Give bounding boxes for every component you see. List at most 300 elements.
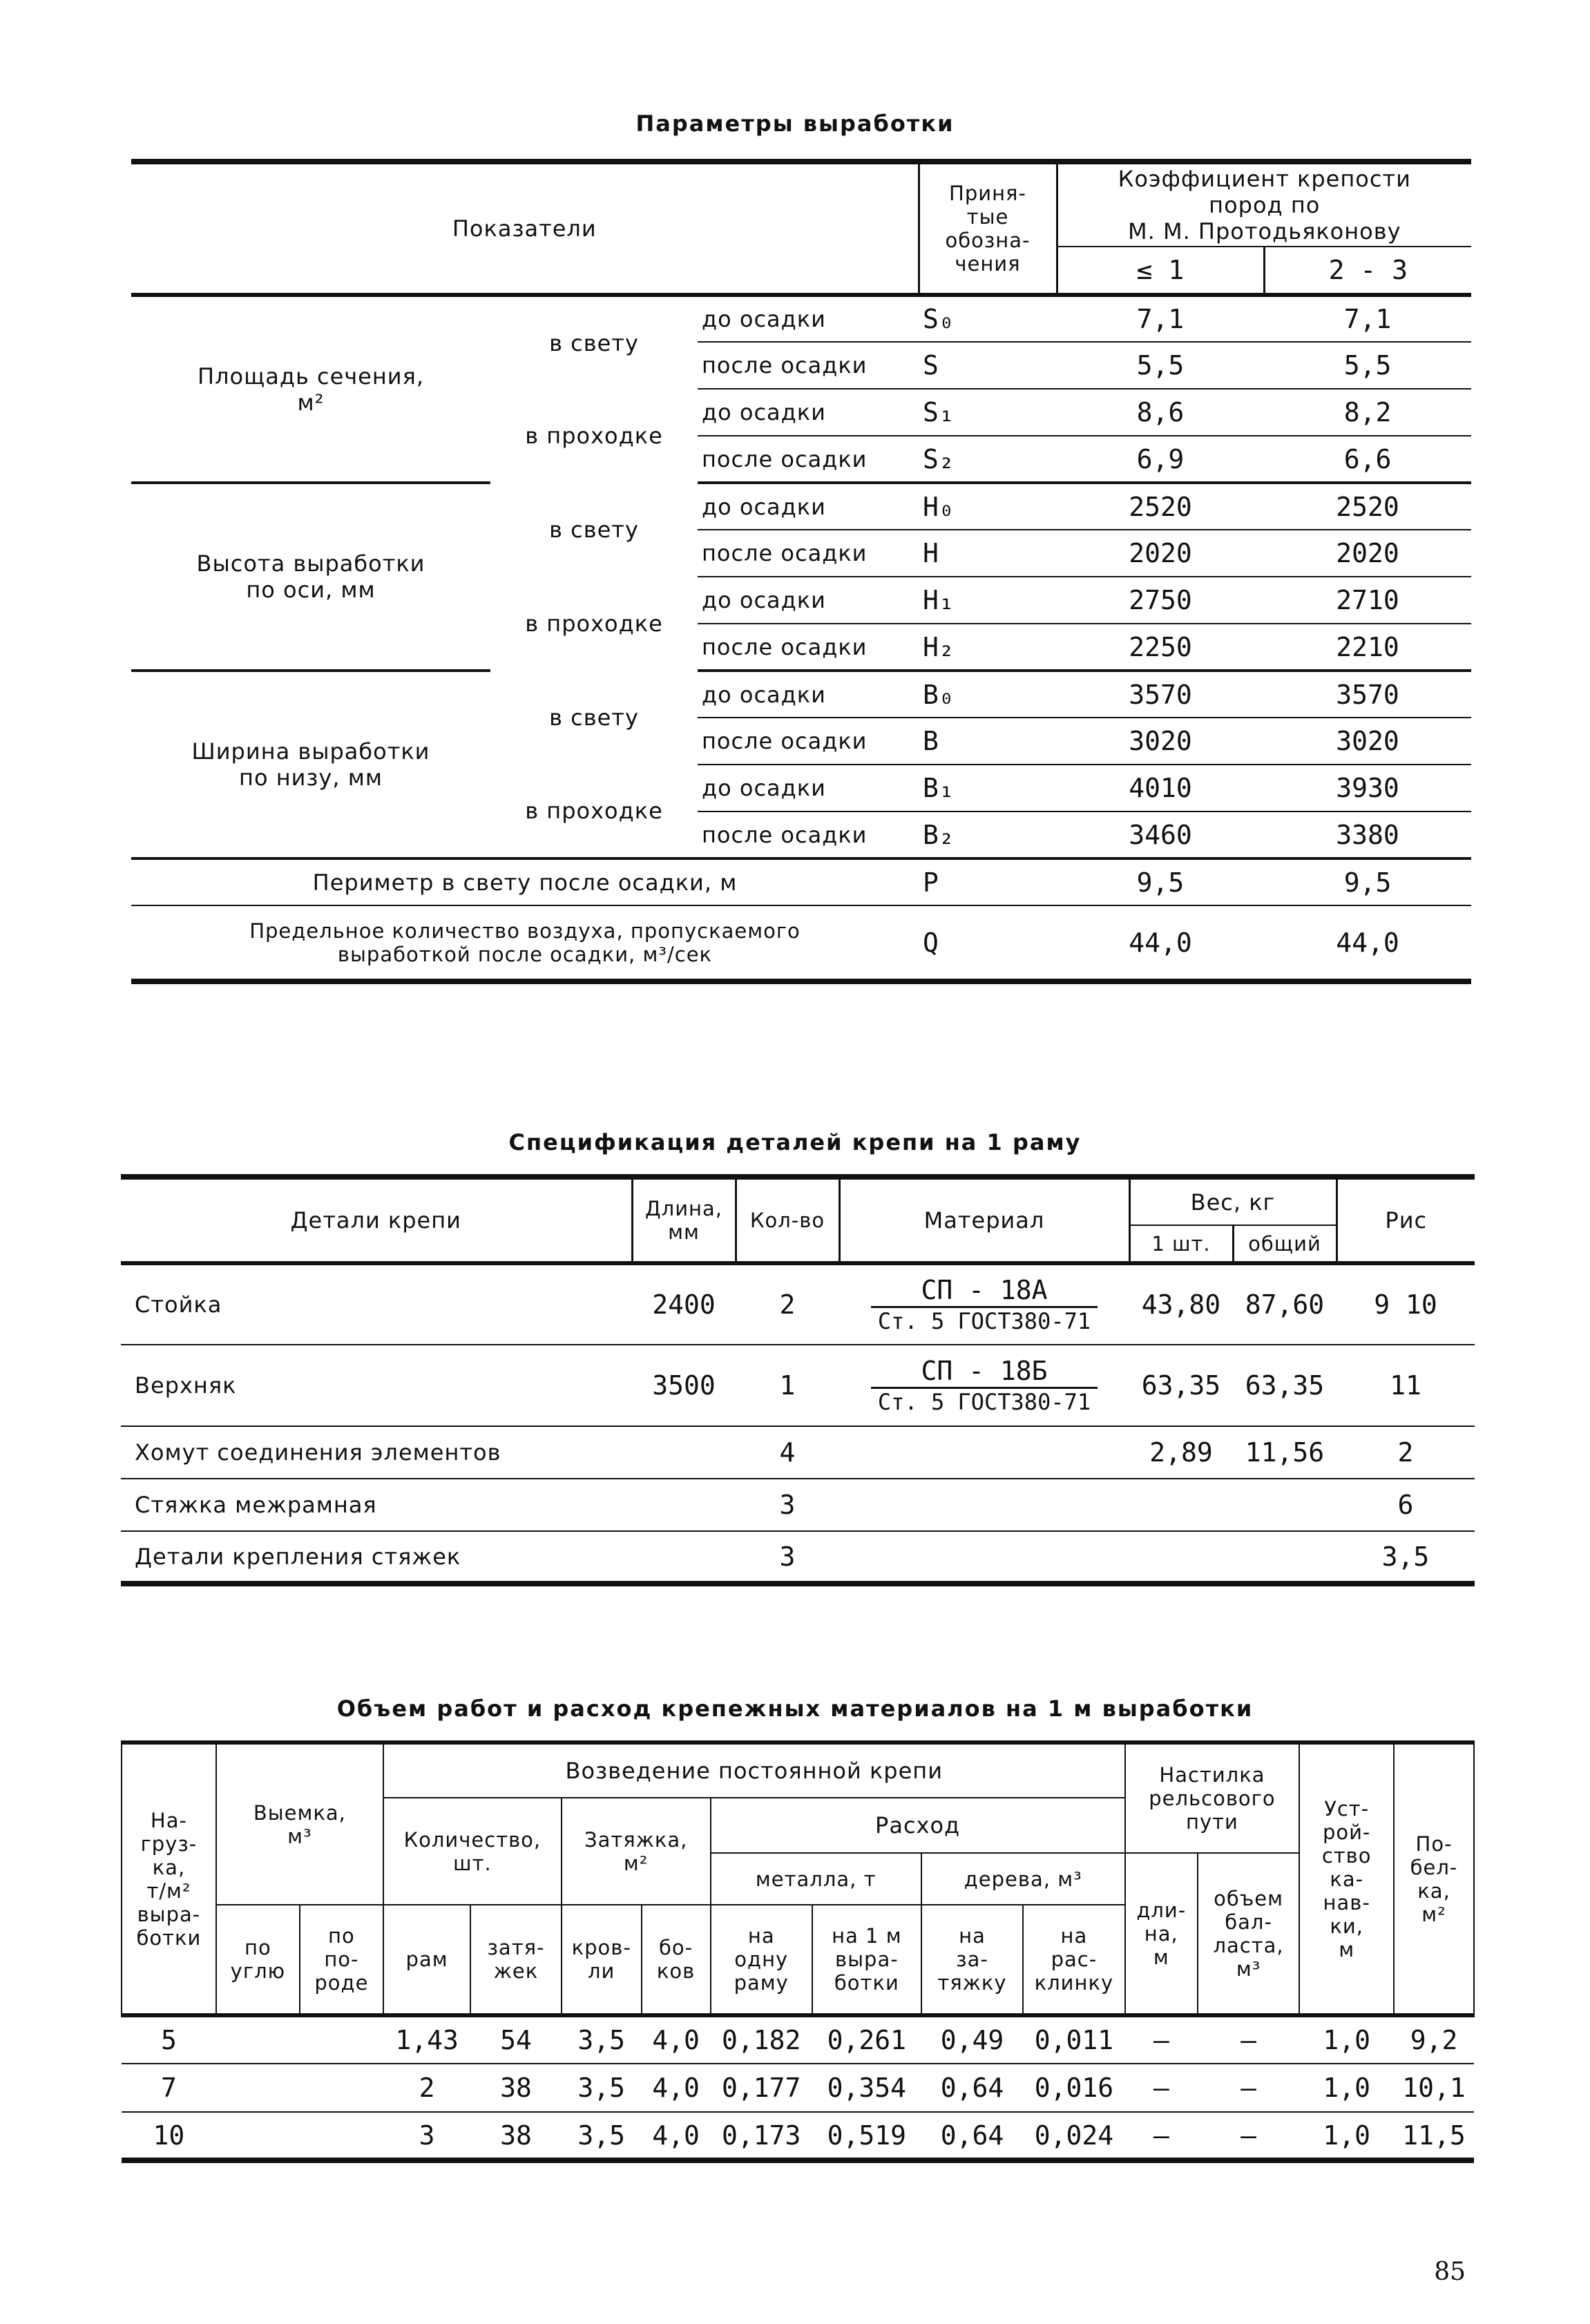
part-name-text: Верхняк [135,1372,237,1399]
symbol [919,577,1057,624]
subgroup-label [490,577,698,671]
cell-roof [562,2015,642,2064]
part-name-text: Стяжка межрамная [135,1492,377,1518]
header-coef-high-text: 2 - 3 [1328,255,1408,285]
symbol [919,812,1057,858]
header-load-text: На- груз- ка, т/м² выра- ботки [136,1808,202,1950]
subgroup-label [490,389,698,483]
value-high [1264,342,1471,389]
cell-lag [470,2064,562,2112]
cell-w1-text: 0,64 [940,2120,1004,2151]
part-qty [736,1479,839,1531]
state-label-text: до осадки [702,306,826,332]
state-label-text: после осадки [702,821,868,848]
specification-table [121,1174,1475,1586]
cell-tb [1198,2015,1299,2064]
part-length-text: 3500 [652,1370,716,1401]
part-qty [736,1531,839,1584]
header-gutter [1299,1742,1394,2015]
cell-gutter [1299,2112,1394,2160]
cell-m1-text: 0,182 [722,2025,801,2055]
cell-lag [470,2112,562,2160]
perimeter-high-text: 9,5 [1343,867,1392,898]
cell-tb-text: — [1241,2120,1257,2151]
value-low-text: 7,1 [1136,304,1185,334]
cell-load [122,2112,216,2160]
state-label-text: после осадки [702,728,868,754]
header-l-roof [562,1905,642,2015]
part-fig-text: 9 10 [1374,1289,1437,1320]
part-weight-total [1233,1345,1337,1426]
cell-frames [383,2112,470,2160]
header-track-ballast-text: объем бал- ласта, м³ [1213,1886,1284,1981]
cell-load [122,2015,216,2064]
cell-frames-text: 1,43 [395,2025,459,2055]
value-high-text: 6,6 [1343,443,1392,474]
state-label [698,671,919,718]
subgroup-label-text: в свету [549,329,639,356]
cell-w1 [921,2064,1023,2112]
symbol-text: S₀ [923,304,955,334]
air-symbol [919,905,1057,981]
cell-m2 [812,2112,921,2160]
header-quantity [383,1798,562,1905]
header-weight-text: Вес, кг [1190,1189,1276,1216]
header-permanent [383,1742,1125,1798]
cell-sides [642,2112,711,2160]
cell-m2 [812,2064,921,2112]
cell-gutter [1299,2064,1394,2112]
value-low [1057,577,1264,624]
value-low-text: 3020 [1129,726,1192,756]
part-name [121,1479,632,1531]
material-steel: Ст. 5 ГОСТ380-71 [877,1389,1091,1416]
part-weight-one-text: 43,80 [1141,1289,1221,1320]
cell-tb [1198,2112,1299,2160]
part-length [632,1345,736,1426]
header-m-frame [711,1905,812,2015]
cell-w2 [1023,2015,1124,2064]
value-low [1057,389,1264,436]
part-fig [1337,1426,1475,1479]
symbol-text: S [923,350,939,381]
cell-m1 [711,2015,812,2064]
part-fig [1337,1263,1475,1345]
parameters-table [131,159,1471,984]
value-low [1057,436,1264,483]
header-weight-total-text: общий [1248,1231,1321,1256]
cell-roof [562,2112,642,2160]
header-m-meter-text: на 1 м выра- ботки [832,1924,902,1995]
header-consumption-text: Расход [875,1812,961,1838]
cell-w1-text: 0,64 [940,2073,1004,2103]
cell-frames-text: 3 [419,2120,435,2151]
value-high [1264,483,1471,530]
value-low [1057,342,1264,389]
part-weight-total [1233,1479,1337,1531]
header-w-wedge-text: на рас- клинку [1034,1924,1114,1995]
state-label-text: до осадки [702,399,826,425]
part-name [121,1426,632,1479]
cell-load-text: 7 [160,2073,177,2103]
part-material [839,1531,1129,1584]
header-gutter-text: Уст- рой- ство ка- нав- ки, м [1321,1796,1372,1961]
header-excavation-text: Выемка, м³ [253,1800,346,1848]
cell-tl [1125,2112,1198,2160]
part-weight-one-text: 2,89 [1149,1437,1213,1468]
perimeter-label [131,858,919,905]
part-fig [1337,1479,1475,1531]
header-whitewash [1394,1742,1474,2015]
symbol [919,765,1057,812]
value-low-text: 8,6 [1136,397,1185,428]
cell-roof-text: 3,5 [577,2120,625,2151]
material-profile: СП - 18Б [871,1356,1098,1390]
header-coef-low-text: ≤ 1 [1136,255,1185,285]
part-qty-text: 4 [779,1437,796,1468]
cell-tl [1125,2064,1198,2112]
cell-lag-text: 38 [500,2120,532,2151]
table3-title: Объем работ и расход крепежных материалов на 1 м выработки [336,1696,1254,1722]
cell-frames [383,2064,470,2112]
header-track-text: Настилка рельсового пути [1149,1763,1276,1834]
subgroup-label-text: в проходке [525,423,663,449]
symbol-text: H [923,538,939,568]
value-high [1264,530,1471,577]
header-m-meter [812,1905,921,2015]
header-coefficient [1057,162,1471,247]
symbol-text: S₂ [923,443,955,474]
cell-coal [216,2112,300,2160]
header-w-wedge [1023,1905,1124,2015]
cell-load [122,2064,216,2112]
cell-white [1394,2064,1474,2112]
cell-w1 [921,2112,1023,2160]
cell-w1 [921,2015,1023,2064]
header-w-lagging-text: на за- тяжку [937,1924,1007,1995]
cell-lag-text: 38 [500,2073,532,2103]
header-indicators-text: Показатели [452,215,597,242]
part-qty [736,1263,839,1345]
value-high [1264,295,1471,342]
header-weight-one-text: 1 шт. [1151,1231,1211,1256]
header-l-roof-text: кров- ли [571,1936,631,1983]
air-high-text: 44,0 [1336,927,1399,958]
value-low-text: 2250 [1129,631,1192,662]
part-weight-one [1129,1263,1233,1345]
state-label [698,530,919,577]
value-high-text: 2020 [1336,538,1399,568]
group-label-text: Площадь сечения, м² [197,363,424,416]
table1-title: Параметры выработки [635,111,955,137]
state-label-text: после осадки [702,540,868,566]
part-fig [1337,1531,1475,1584]
header-q-lagging [470,1905,562,2015]
air-label [131,905,919,981]
part-fig-text: 2 [1397,1437,1414,1468]
table2-title: Спецификация деталей крепи на 1 раму [508,1129,1082,1155]
cell-tl-text: — [1153,2025,1169,2055]
subgroup-label [490,295,698,389]
header-quantity-text: Количество, шт. [403,1827,542,1875]
cell-sides [642,2064,711,2112]
subgroup-label-text: в свету [549,517,639,543]
header-weight [1129,1177,1337,1225]
cell-tl-text: — [1153,2120,1169,2151]
value-low-text: 2750 [1129,585,1192,615]
header-metal [711,1853,921,1905]
cell-gutter [1299,2015,1394,2064]
value-high-text: 3570 [1336,679,1399,710]
part-length [632,1531,736,1584]
part-qty-text: 3 [779,1490,796,1520]
value-low-text: 4010 [1129,773,1192,803]
symbol [919,342,1057,389]
part-fig-text: 11 [1390,1370,1421,1401]
part-weight-one [1129,1426,1233,1479]
material-profile: СП - 18А [871,1275,1098,1309]
group-label [131,671,490,858]
cell-white-text: 9,2 [1410,2025,1458,2055]
header-part [121,1177,632,1263]
symbol [919,624,1057,671]
cell-sides [642,2015,711,2064]
state-label [698,436,919,483]
part-weight-total-text: 63,35 [1245,1370,1325,1401]
value-high-text: 3020 [1336,726,1399,756]
cell-white-text: 10,1 [1402,2073,1466,2103]
state-label [698,295,919,342]
part-weight-one [1129,1531,1233,1584]
part-name [121,1263,632,1345]
value-low [1057,671,1264,718]
value-low-text: 2520 [1129,491,1192,522]
value-low [1057,812,1264,858]
part-qty [736,1426,839,1479]
header-l-sides-text: бо- ков [656,1936,696,1983]
value-high-text: 2210 [1336,631,1399,662]
air-low [1057,905,1264,981]
cell-white [1394,2015,1474,2064]
part-fig [1337,1345,1475,1426]
subgroup-label-text: в проходке [525,798,663,824]
cell-tl [1125,2015,1198,2064]
part-name [121,1531,632,1584]
header-qty-text: Кол-во [749,1209,825,1232]
cell-rock [300,2064,383,2112]
header-weight-one [1129,1225,1233,1263]
air-low-text: 44,0 [1129,927,1192,958]
header-fig-text: Рис [1385,1207,1428,1233]
header-wood-text: дерева, м³ [964,1867,1082,1891]
header-track-length [1125,1853,1198,2015]
cell-roof [562,2064,642,2112]
cell-tb-text: — [1241,2025,1257,2055]
value-high-text: 3380 [1336,819,1399,850]
perimeter-low [1057,858,1264,905]
symbol [919,530,1057,577]
header-permanent-text: Возведение постоянной крепи [565,1758,944,1784]
part-length [632,1263,736,1345]
cell-m1 [711,2064,812,2112]
state-label [698,577,919,624]
state-label-text: до осадки [702,587,826,613]
air-symbol-text: Q [923,927,939,958]
value-high [1264,718,1471,765]
state-label-text: до осадки [702,775,826,801]
header-track-ballast [1198,1853,1299,2015]
material-fraction [871,1275,1098,1335]
part-qty-text: 2 [779,1289,796,1320]
value-low-text: 2020 [1129,538,1192,568]
cell-frames [383,2015,470,2064]
value-low [1057,530,1264,577]
part-weight-total-text: 87,60 [1245,1289,1325,1320]
value-high [1264,765,1471,812]
part-name [121,1345,632,1426]
state-label-text: до осадки [702,681,826,708]
part-name-text: Детали крепления стяжек [135,1543,461,1570]
value-high-text: 8,2 [1343,397,1392,428]
value-high [1264,436,1471,483]
subgroup-label-text: в проходке [525,611,663,637]
header-track-length-text: дли- на, м [1136,1898,1187,1969]
header-excavation [216,1742,383,1905]
group-label-text: Высота выработки по оси, мм [196,550,425,603]
value-low [1057,765,1264,812]
cell-rock [300,2015,383,2064]
header-m-frame-text: на одну раму [734,1924,789,1995]
work-volume-table [121,1740,1475,2163]
header-exc-rock-text: по по- роде [314,1924,369,1995]
part-weight-one [1129,1479,1233,1531]
header-wood [921,1853,1125,1905]
cell-lag-text: 54 [500,2025,532,2055]
value-low [1057,624,1264,671]
value-high [1264,624,1471,671]
cell-roof-text: 3,5 [577,2073,625,2103]
group-label [131,483,490,671]
cell-sides-text: 4,0 [652,2120,700,2151]
header-qty [736,1177,839,1263]
symbol-text: B₀ [923,679,955,710]
cell-load-text: 5 [160,2025,177,2055]
header-load [122,1742,216,2015]
value-high-text: 3930 [1336,773,1399,803]
header-l-sides [642,1905,711,2015]
value-low-text: 3460 [1129,819,1192,850]
value-high [1264,577,1471,624]
header-coefficient-text: Коэффициент крепости пород по М. М. Протодьяконову [1118,166,1411,244]
header-track [1125,1742,1300,1853]
state-label [698,483,919,530]
symbol-text: B₂ [923,819,955,850]
part-weight-total [1233,1531,1337,1584]
cell-tl-text: — [1153,2073,1169,2103]
part-qty-text: 1 [779,1370,796,1401]
perimeter-low-text: 9,5 [1136,867,1185,898]
state-label [698,765,919,812]
perimeter-high [1264,858,1471,905]
air-high [1264,905,1471,981]
header-exc-coal [216,1905,300,2015]
value-high-text: 7,1 [1343,304,1392,334]
header-indicators [131,162,919,295]
part-length [632,1426,736,1479]
part-material [839,1345,1129,1426]
header-material [839,1177,1129,1263]
symbol-text: B₁ [923,773,955,803]
symbol [919,436,1057,483]
header-coef-low [1057,247,1264,295]
symbol [919,718,1057,765]
header-material-text: Материал [923,1207,1045,1233]
value-low-text: 3570 [1129,679,1192,710]
material-fraction [871,1356,1098,1416]
cell-tb [1198,2064,1299,2112]
part-length [632,1479,736,1531]
cell-roof-text: 3,5 [577,2025,625,2055]
group-label-text: Ширина выработки по низу, мм [191,738,430,791]
part-material [839,1426,1129,1479]
symbol [919,483,1057,530]
header-accepted [919,162,1057,295]
header-lagging [562,1798,711,1905]
value-low [1057,483,1264,530]
header-weight-total [1233,1225,1337,1263]
symbol [919,389,1057,436]
value-low-text: 6,9 [1136,443,1185,474]
cell-w2 [1023,2064,1124,2112]
cell-m2-text: 0,354 [827,2073,907,2103]
header-coef-high [1264,247,1471,295]
part-material [839,1479,1129,1531]
value-low [1057,295,1264,342]
symbol-text: H₀ [923,491,955,522]
material-steel: Ст. 5 ГОСТ380-71 [877,1308,1091,1335]
cell-w2 [1023,2112,1124,2160]
subgroup-label [490,765,698,858]
value-high-text: 5,5 [1343,350,1392,381]
header-lagging-text: Затяжка, м² [584,1827,688,1875]
cell-rock [300,2112,383,2160]
part-weight-total [1233,1263,1337,1345]
perimeter-label-text: Периметр в свету после осадки, м [312,869,738,896]
value-low [1057,718,1264,765]
state-label-text: до осадки [702,493,826,520]
cell-sides-text: 4,0 [652,2025,700,2055]
cell-load-text: 10 [153,2120,185,2151]
header-whitewash-text: По- бел- ка, м² [1410,1832,1458,1926]
subgroup-label [490,483,698,577]
part-qty-text: 3 [779,1541,796,1572]
header-q-lagging-text: затя- жек [487,1936,545,1983]
header-fig [1337,1177,1475,1263]
cell-lag [470,2015,562,2064]
header-length [632,1177,736,1263]
symbol [919,671,1057,718]
cell-coal [216,2064,300,2112]
part-name-text: Хомут соединения элементов [135,1439,501,1466]
part-name-text: Стойка [135,1291,222,1318]
header-exc-rock [300,1905,383,2015]
value-low-text: 5,5 [1136,350,1185,381]
state-label [698,389,919,436]
symbol-text: S₁ [923,397,955,428]
state-label-text: после осадки [702,445,868,472]
symbol-text: B [923,726,939,756]
cell-m2-text: 0,519 [827,2120,907,2151]
